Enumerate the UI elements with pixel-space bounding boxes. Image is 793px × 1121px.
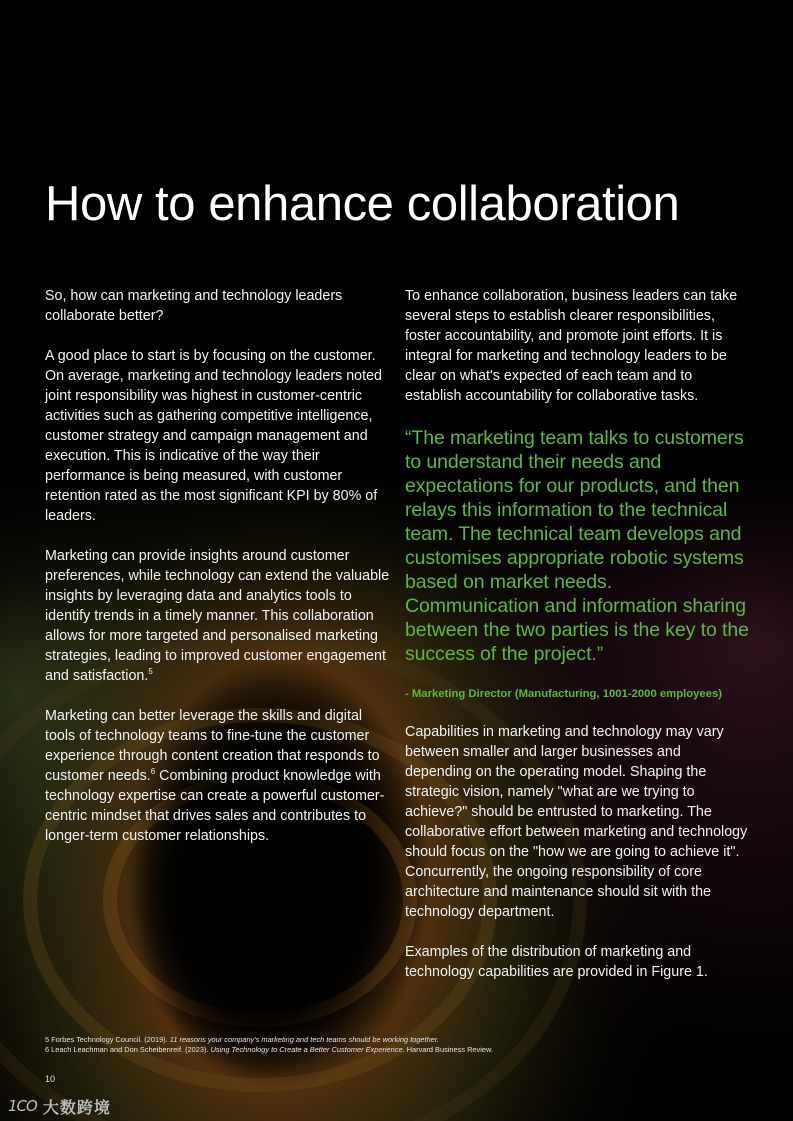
- footnote-5: [45, 1035, 493, 1045]
- watermark: [8, 1094, 111, 1118]
- page-number: 10: [45, 1074, 56, 1084]
- watermark-logo-icon: 1CO: [8, 1097, 37, 1115]
- left-column: [45, 286, 390, 866]
- watermark-text: 大数跨境: [42, 1099, 111, 1117]
- footnotes: [45, 1035, 493, 1055]
- left-paragraph-2: A good place to start is by focusing on the customer. On average, marketing and technology leaders noted joint responsibility was highest in customer-centric activities such as gathering competitive intelligence, customer strategy and campaign management and execution. This is indicative of the way their performance is being measured, with customer retention rated as the most significant KPI by 80% of leaders.: [45, 348, 382, 524]
- footnote-5-title: 11 reasons your company's marketing and tech teams should be working together.: [169, 1035, 440, 1044]
- right-paragraph-2: Capabilities in marketing and technology may vary between smaller and larger businesses and depending on the operating model. Shaping the strategic vision, namely "what are we trying to achieve?" should be entrusted to marketing. The collaborative effort between marketing and technology should focus on the "how we are going to achieve it". Concurrently, the ongoing responsibility of core architecture and maintenance should sit with the technology department.: [405, 724, 748, 920]
- footnote-6-source: Harvard Business Review.: [404, 1045, 493, 1054]
- left-paragraph-1: So, how can marketing and technology leaders collaborate better?: [45, 288, 343, 324]
- footnote-5-citation: 5 Forbes Technology Council. (2019).: [45, 1035, 170, 1044]
- footnote-6-citation: 6 Leach Leachman and Don Scheibenreif. (2023).: [45, 1045, 211, 1054]
- right-column: [405, 286, 750, 1002]
- left-paragraph-4-text-a: Marketing can better leverage the skills and digital tools of technology teams to fine-tune the customer experience through content creation that responds to customer needs.: [45, 708, 380, 784]
- right-paragraph-1: To enhance collaboration, business leaders can take several steps to establish clearer responsibilities, foster accountability, and promote joint efforts. It is integral for marketing and technology leaders to be clear on what's expected of each team and to establish accountability for collaborative tasks.: [405, 288, 738, 404]
- left-paragraph-4: [45, 706, 390, 846]
- left-paragraph-3: [45, 546, 390, 686]
- footnote-ref-6: 6: [150, 767, 156, 776]
- pull-quote: “The marketing team talks to customers to understand their needs and expectations for our products, and then relays this information to the technical team. The technical team develops and customises appropriate robotic systems based on market needs. Communication and information sharing between the two parties is the key to the success of the project.”: [405, 427, 749, 665]
- left-paragraph-3-text: Marketing can provide insights around customer preferences, while technology can extend the valuable insights by leveraging data and analytics tools to identify trends in a timely manner. This collaboration allows for more targeted and personalised marketing strategies, leading to improved customer engagement and satisfaction.: [45, 548, 390, 684]
- footnote-6-title: Using Technology to Create a Better Customer Experience.: [210, 1045, 405, 1054]
- footnote-6: [45, 1045, 493, 1055]
- left-paragraph-4-text-b: Combining product knowledge with technology expertise can create a powerful customer-centric mindset that drives sales and contributes to longer-term customer relationships.: [45, 768, 385, 844]
- page-title: How to enhance collaboration: [45, 177, 680, 231]
- quote-attribution: - Marketing Director (Manufacturing, 1001-2000 employees): [405, 688, 723, 700]
- right-paragraph-3: Examples of the distribution of marketing and technology capabilities are provided in Figure 1.: [405, 944, 708, 980]
- footnote-ref-5: 5: [148, 667, 153, 676]
